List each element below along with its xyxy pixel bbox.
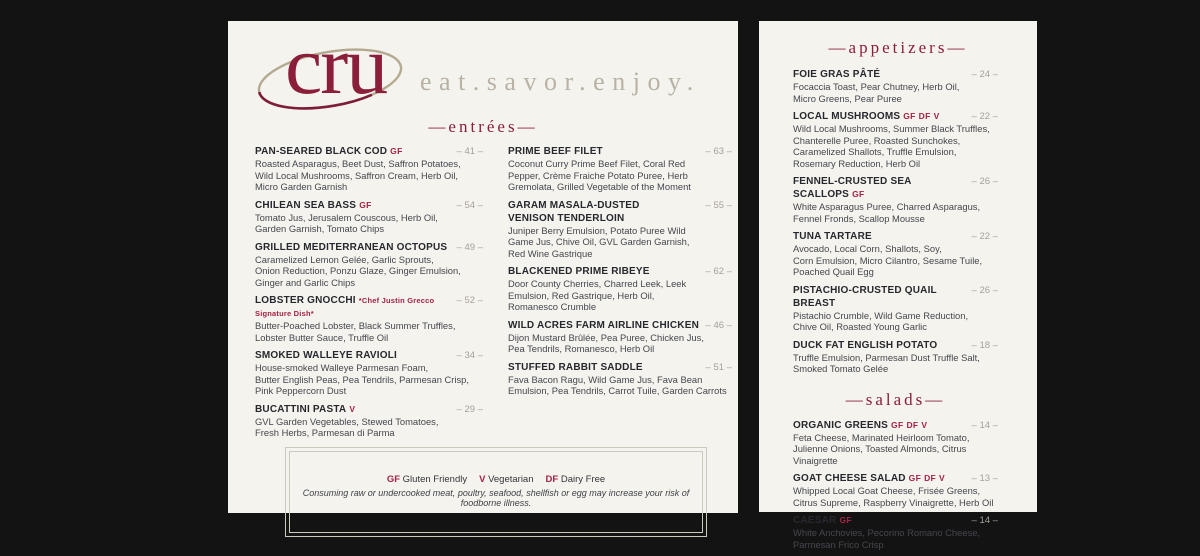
item-description: Truffle Emulsion, Parmesan Dust Truffle Salt, Smoked Tomato Gelée	[793, 351, 980, 374]
item-name: BUCATTINI PASTA V	[255, 403, 356, 415]
side-column	[793, 68, 998, 556]
menu-item-head	[255, 294, 483, 320]
item-description: Door County Cherries, Charred Leek, Leek Emulsion, Red Gastrique, Herb Oil, Romanesco Crumble	[508, 278, 687, 312]
menu-item	[793, 110, 998, 169]
menu-item	[255, 403, 483, 439]
item-name: LOCAL MUSHROOMS GF DF V	[793, 111, 940, 122]
menu-item-head	[793, 284, 998, 310]
brand-tagline: eat.savor.enjoy.	[420, 67, 701, 96]
item-price: – 34 –	[451, 350, 483, 361]
item-price: – 29 –	[451, 404, 483, 415]
menu-item	[508, 265, 732, 313]
legend-tag: V	[479, 474, 486, 485]
entrees-left-column	[255, 145, 483, 445]
item-description: Feta Cheese, Marinated Heirloom Tomato, Julienne Onions, Toasted Almonds, Citrus Vinaigrette	[793, 431, 970, 466]
logo-text: cru	[285, 19, 387, 112]
menu-item-head	[255, 403, 483, 416]
menu-item	[793, 472, 998, 508]
item-price: – 24 –	[966, 69, 998, 80]
menu-item-head	[793, 175, 998, 201]
item-name: TUNA TARTARE	[793, 231, 872, 242]
menu-item-head	[255, 241, 483, 254]
diet-tag: DF	[924, 473, 937, 483]
menu-item	[793, 175, 998, 224]
item-price: – 62 –	[700, 266, 732, 277]
diet-tag: DF	[918, 111, 931, 121]
item-description: Juniper Berry Emulsion, Potato Puree Wild Game Jus, Chive Oil, GVL Garden Garnish, Red Wine Gastrique	[508, 224, 690, 259]
legend-group: V Vegetarian	[479, 474, 534, 485]
menu-item	[255, 145, 483, 193]
item-description: Avocado, Local Corn, Shallots, Soy, Corn Emulsion, Micro Cilantro, Sesame Tuile, Poached Quail Egg	[793, 243, 983, 277]
legend-tag: GF	[386, 474, 401, 485]
menu-item	[255, 199, 483, 235]
item-price: – 26 –	[966, 285, 998, 296]
menu-item-head	[508, 145, 732, 158]
legend-box	[285, 447, 707, 537]
menu-item-head	[793, 68, 998, 81]
item-price: – 26 –	[966, 176, 998, 187]
menu-item	[793, 419, 998, 467]
item-price: – 54 –	[451, 200, 483, 211]
item-name: GOAT CHEESE SALAD GF DF V	[793, 473, 945, 484]
signature-note: *Chef Justin Grecco Signature Dish*	[255, 296, 435, 318]
diet-tag: GF	[359, 199, 372, 210]
item-name: ORGANIC GREENS GF DF V	[793, 419, 928, 431]
salads-heading: — salads —	[793, 390, 998, 410]
menu-item	[508, 199, 732, 260]
menu-item-head	[508, 199, 732, 225]
legend-group: DF Dairy Free	[545, 474, 606, 485]
menu-item	[793, 339, 998, 375]
diet-tag: GF	[839, 515, 852, 525]
menu-item	[793, 284, 998, 333]
appetizers-heading: — appetizers —	[759, 38, 1037, 58]
item-price: – 46 –	[700, 320, 732, 331]
item-description: White Anchovies, Pecorino Romano Cheese, Parmesan Frico Crisp	[793, 527, 981, 550]
menu-item-head	[508, 319, 732, 332]
diet-tag: GF	[903, 111, 916, 121]
menu-item-head	[793, 339, 998, 352]
diet-tag: GF	[390, 146, 403, 156]
item-name: GARAM MASALA-DUSTED VENISON TENDERLOIN	[508, 199, 640, 224]
item-description: Dijon Mustard Brûlée, Pea Puree, Chicken Jus, Pea Tendrils, Romanesco, Herb Oil	[508, 331, 704, 354]
diet-tag: V	[921, 419, 928, 430]
appetizers-list	[793, 68, 998, 375]
item-name: GRILLED MEDITERRANEAN OCTOPUS	[255, 241, 448, 253]
item-description: House-smoked Walleye Parmesan Foam, Butter English Peas, Pea Tendrils, Parmesan Crisp, Pink Peppercorn Dust	[255, 362, 469, 396]
disclaimer-text: Consuming raw or undercooked meat, poultry, seafood, shellfish or egg may increase your risk of foodborne illness.	[302, 488, 690, 508]
menu-item-head	[793, 230, 998, 243]
item-name: LOBSTER GNOCCHI *Chef Justin Grecco Signature Dish*	[255, 295, 435, 318]
item-price: – 22 –	[966, 111, 998, 122]
diet-tag: GF	[908, 473, 922, 483]
menu-item	[793, 68, 998, 104]
menu-item	[255, 349, 483, 397]
menu-item	[793, 230, 998, 278]
item-description: Focaccia Toast, Pear Chutney, Herb Oil, Micro Greens, Pear Puree	[793, 81, 960, 104]
item-name: SMOKED WALLEYE RAVIOLI	[255, 350, 397, 361]
item-price: – 52 –	[451, 295, 483, 306]
diet-tag: V	[939, 473, 945, 483]
menu-item-head	[255, 349, 483, 362]
menu-item	[255, 241, 483, 289]
item-description: Caramelized Lemon Gelée, Garlic Sprouts, Onion Reduction, Ponzu Glaze, Ginger Emulsion, Ginger and Garlic Chips	[255, 253, 461, 288]
item-name: FOIE GRAS PÂTÉ	[793, 69, 881, 80]
item-price: – 41 –	[451, 146, 483, 157]
item-name: PISTACHIO-CRUSTED QUAIL BREAST	[793, 284, 937, 309]
item-description: GVL Garden Vegetables, Stewed Tomatoes, Fresh Herbs, Parmesan di Parma	[255, 415, 439, 438]
menu-item-head	[508, 265, 732, 278]
item-description: Roasted Asparagus, Beet Dust, Saffron Potatoes, Wild Local Mushrooms, Saffron Cream, Herb Oil, Micro Garden Garnish	[255, 158, 461, 192]
item-price: – 63 –	[700, 146, 732, 157]
item-name: DUCK FAT ENGLISH POTATO	[793, 339, 938, 351]
item-name: PAN-SEARED BLACK COD GF	[255, 146, 403, 157]
item-name: STUFFED RABBIT SADDLE	[508, 361, 643, 373]
item-name: PRIME BEEF FILET	[508, 146, 603, 157]
menu-item-head	[255, 199, 483, 212]
diet-tag: DF	[906, 419, 919, 430]
item-name: FENNEL-CRUSTED SEA SCALLOPS GF	[793, 176, 912, 200]
menu-item-head	[793, 514, 998, 527]
item-description: White Asparagus Puree, Charred Asparagus, Fennel Fronds, Scallop Mousse	[793, 201, 981, 224]
entrees-heading: — entrées —	[228, 117, 738, 137]
item-price: – 49 –	[451, 242, 483, 253]
item-description: Tomato Jus, Jerusalem Couscous, Herb Oil, Garden Garnish, Tomato Chips	[255, 211, 438, 234]
menu-item	[793, 514, 998, 550]
item-price: – 14 –	[966, 515, 998, 526]
diet-tag: V	[349, 403, 356, 414]
menu-item	[508, 361, 732, 397]
item-price: – 51 –	[700, 362, 732, 373]
salads-list	[793, 419, 998, 551]
menu-page-main	[228, 21, 738, 513]
item-description: Whipped Local Goat Cheese, Frisée Greens, Citrus Supreme, Raspberry Vinaigrette, Herb Oil	[793, 485, 994, 508]
diet-legend	[286, 474, 706, 485]
menu-item	[508, 145, 732, 193]
item-description: Coconut Curry Prime Beef Filet, Coral Red Pepper, Crème Fraiche Potato Puree, Herb Gremolata, Grilled Vegetable of the Moment	[508, 158, 691, 192]
item-price: – 22 –	[966, 231, 998, 242]
item-name: CAESAR GF	[793, 515, 852, 526]
menu-item-head	[793, 419, 998, 432]
item-name: WILD ACRES FARM AIRLINE CHICKEN	[508, 319, 700, 331]
diet-tag: V	[933, 111, 940, 121]
menu-item-head	[508, 361, 732, 374]
legend-group: GF Gluten Friendly	[386, 474, 468, 485]
item-description: Pistachio Crumble, Wild Game Reduction, Chive Oil, Roasted Young Garlic	[793, 309, 969, 332]
diet-tag: GF	[891, 419, 904, 430]
menu-item-head	[793, 110, 998, 123]
menu-item-head	[793, 472, 998, 485]
item-price: – 13 –	[966, 473, 998, 484]
menu-item	[508, 319, 732, 355]
menu-item-head	[255, 145, 483, 158]
item-price: – 18 –	[966, 340, 998, 351]
item-name: BLACKENED PRIME RIBEYE	[508, 266, 650, 277]
item-price: – 55 –	[700, 200, 732, 211]
item-price: – 14 –	[966, 420, 998, 431]
legend-tag: DF	[545, 474, 559, 485]
entrees-right-column	[508, 145, 732, 403]
item-name: CHILEAN SEA BASS GF	[255, 199, 372, 211]
menu-item	[255, 294, 483, 343]
diet-tag: GF	[852, 189, 865, 199]
item-description: Fava Bacon Ragu, Wild Game Jus, Fava Bean Emulsion, Pea Tendrils, Carrot Tuile, Garden Carrots	[508, 373, 727, 396]
item-description: Butter-Poached Lobster, Black Summer Truffles, Lobster Butter Sauce, Truffle Oil	[255, 320, 456, 343]
item-description: Wild Local Mushrooms, Summer Black Truffles, Chanterelle Puree, Roasted Sunchokes, Caramelized Shallots, Truffle Emulsion, Rosemary Reduction, Herb Oil	[793, 123, 990, 169]
cru-logo	[255, 19, 405, 125]
menu-page-side	[759, 21, 1037, 550]
